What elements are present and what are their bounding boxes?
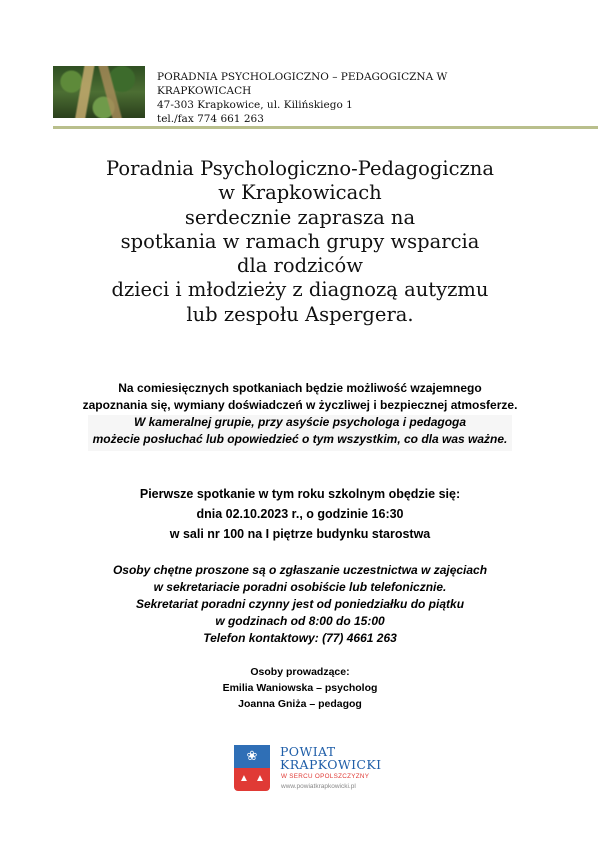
intro-line: zapoznania się, wymiany doświadczeń w życzliwej i bezpiecznej atmosferze.: [82, 398, 518, 412]
title-line: dla rodziców: [237, 254, 363, 278]
registration-line: w sekretariacie poradni osobiście lub telefonicznie.: [153, 580, 447, 594]
intro-line: W kameralnej grupie, przy asyście psychologa i pedagoga: [133, 415, 467, 429]
intro-line: Na comiesięcznych spotkaniach będzie możliwość wzajemnego: [118, 381, 482, 395]
title-line: spotkania w ramach grupy wsparcia: [120, 229, 480, 253]
title-line: dzieci i młodzieży z diagnozą autyzmu: [111, 278, 489, 302]
title-line: Poradnia Psychologiczno-Pedagogiczna: [106, 157, 494, 180]
meeting-room: w sali nr 100 na I piętrze budynku starostwa: [169, 527, 431, 541]
meeting-date: dnia 02.10.2023 r., o godzinie 16:30: [196, 507, 404, 521]
logo-tagline: W SERCU OPOLSZCZYZNY: [281, 773, 370, 780]
logo-url: www.powiatkrapkowicki.pl: [281, 783, 356, 790]
intro-line: możecie posłuchać lub opowiedzieć o tym wszystkim, co dla was ważne.: [92, 432, 508, 446]
invitation-title: [0, 157, 600, 327]
logo-line-krapkowicki: KRAPKOWICKI: [280, 757, 382, 772]
hosts: [0, 664, 600, 712]
host-pedagogue: Joanna Gniża – pedagog: [238, 698, 362, 710]
meeting-details: [0, 484, 600, 544]
logo-line-powiat: POWIAT: [280, 744, 336, 759]
letterhead-text: [157, 70, 543, 126]
registration-info: [0, 562, 600, 647]
letterhead: [53, 66, 543, 125]
registration-hours: w godzinach od 8:00 do 15:00: [215, 614, 385, 628]
hosts-heading: Osoby prowadzące:: [250, 666, 350, 678]
letterhead-tree-photo: [53, 66, 145, 118]
host-psychologist: Emilia Waniowska – psycholog: [222, 682, 378, 694]
intro-paragraph: [0, 380, 600, 448]
title-line: lub zespołu Aspergera.: [186, 302, 414, 326]
registration-line: Osoby chętne proszone są o zgłaszanie uczestnictwa w zajęciach: [112, 563, 488, 577]
institution-phone: tel./fax 774 661 263: [157, 113, 264, 125]
header-divider: [53, 126, 598, 129]
institution-name: PORADNIA PSYCHOLOGICZNO – PEDAGOGICZNA W KRAPKOWICACH: [157, 71, 448, 97]
meeting-line: Pierwsze spotkanie w tym roku szkolnym obędzie się:: [139, 487, 461, 501]
title-line: serdecznie zaprasza na: [184, 205, 416, 229]
coat-of-arms-icon: ❀ ▲ ▲: [234, 745, 270, 791]
powiat-logo: [234, 745, 394, 795]
registration-line: Sekretariat poradni czynny jest od poniedziałku do piątku: [135, 597, 465, 611]
title-line: w Krapkowicach: [218, 181, 382, 205]
institution-address: 47-303 Krapkowice, ul. Kilińskiego 1: [157, 99, 353, 111]
registration-phone: Telefon kontaktowy: (77) 4661 263: [203, 631, 397, 645]
